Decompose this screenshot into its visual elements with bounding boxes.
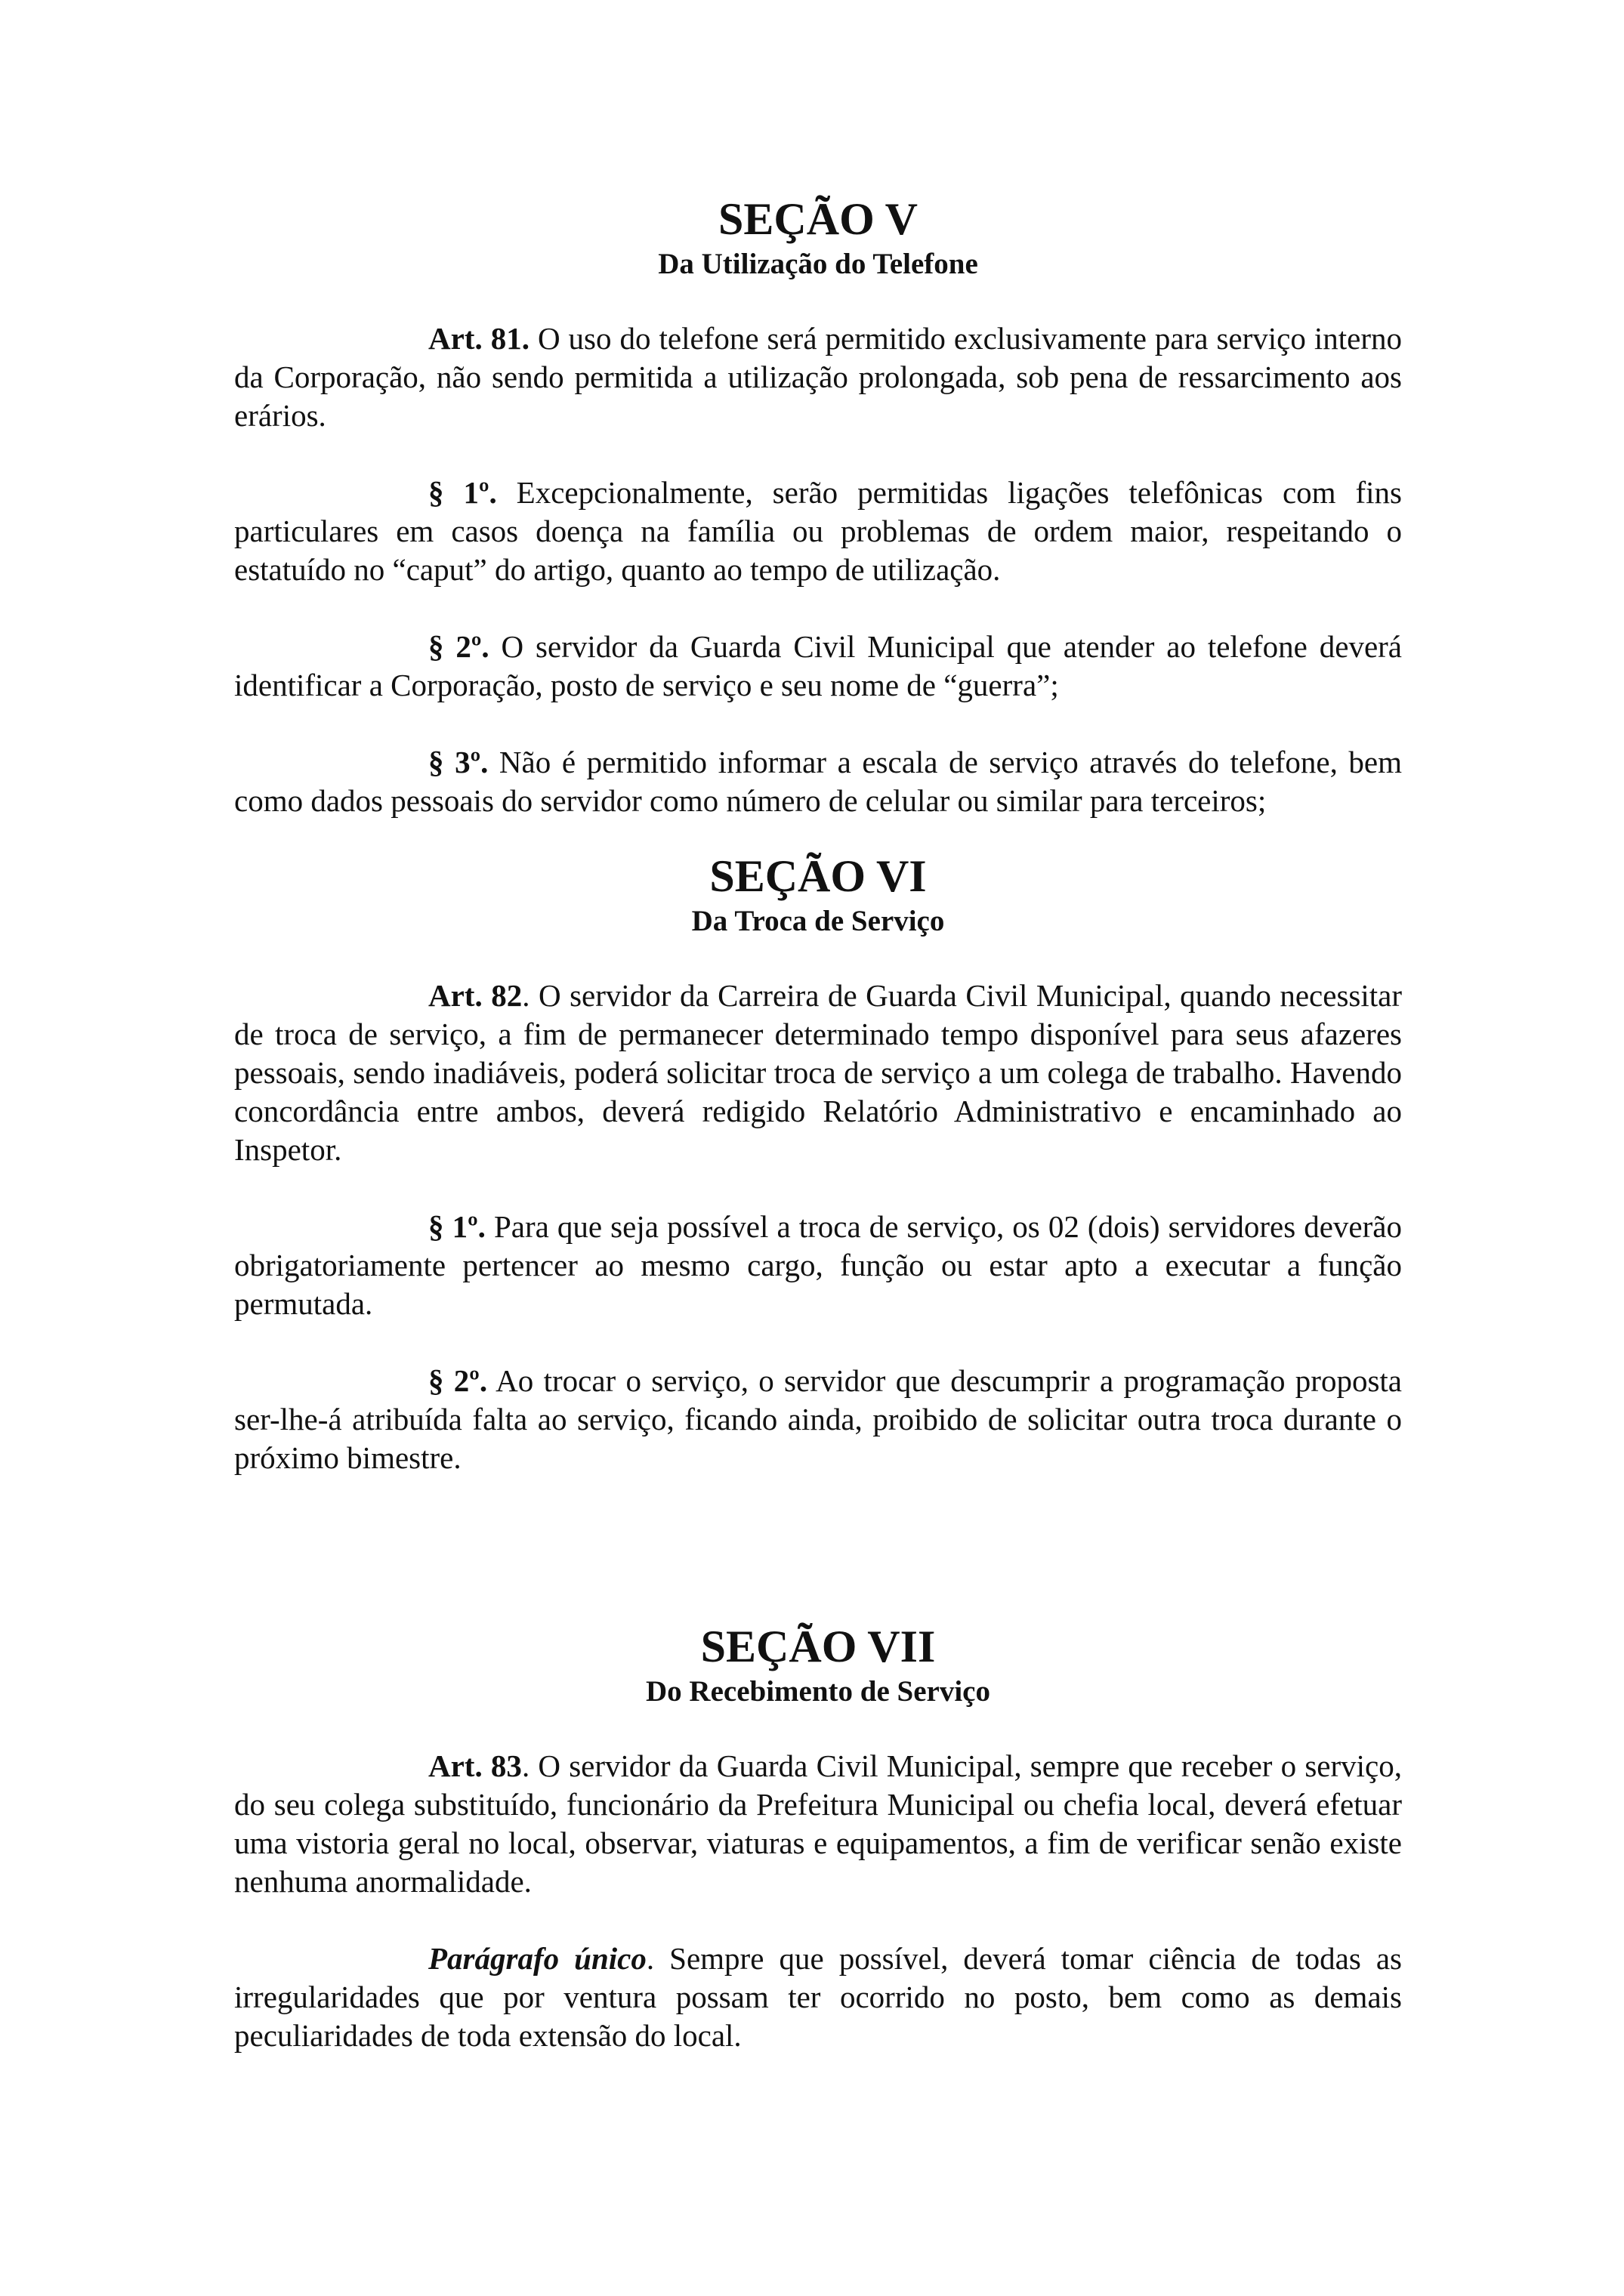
article-83 [234, 1747, 1402, 1901]
article-81 [234, 319, 1402, 435]
paragraph-lead: § 1º. [428, 475, 497, 510]
paragraph-lead: Parágrafo único [428, 1941, 647, 1976]
article-lead: Art. 81. [428, 321, 529, 356]
article-text: O uso do telefone será permitido exclusivamente para serviço interno da Corporação, não sendo permitida a utilização prolongada, sob pena de ressarcimento aos erários. [234, 321, 1402, 433]
paragraph-text: Ao trocar o serviço, o servidor que descumprir a programação proposta ser-lhe-á atribuída falta ao serviço, ficando ainda, proibido de solicitar outra troca durante o próximo bimestre. [234, 1363, 1402, 1475]
section-subtitle: Do Recebimento de Serviço [646, 1675, 990, 1708]
section-subtitle: Da Utilização do Telefone [658, 248, 978, 280]
article-text: . O servidor da Guarda Civil Municipal, sempre que receber o serviço, do seu colega substituído, funcionário da Prefeitura Municipal ou chefia local, deverá efetuar uma vistoria geral no local, observar, viaturas e equipamentos, a fim de verificar senão existe nenhuma anormalidade. [234, 1748, 1402, 1899]
paragraph-lead: § 2º. [428, 629, 489, 664]
article-lead: Art. 83 [428, 1748, 522, 1783]
article-text: . O servidor da Carreira de Guarda Civil Municipal, quando necessitar de troca de serviço, a fim de permanecer determinado tempo disponível para seus afazeres pessoais, sendo inadiáveis, poderá solicitar troca de serviço a um colega de trabalho. Havendo concordância entre ambos, deverá redigido Relatório Administrativo e encaminhado ao Inspetor. [234, 978, 1402, 1167]
article-lead: Art. 82 [428, 978, 523, 1013]
paragraph-text: O servidor da Guarda Civil Municipal que atender ao telefone deverá identificar a Corporação, posto de serviço e seu nome de “guerra”; [234, 629, 1402, 702]
section-vii [234, 1620, 1402, 2094]
paragraph-3 [234, 743, 1402, 820]
paragraph-text: . Sempre que possível, deverá tomar ciência de todas as irregularidades que por ventura possam ter ocorrido no posto, bem como as demais peculiaridades de toda extensão do local. [234, 1941, 1402, 2053]
paragrafo-unico [234, 1940, 1402, 2055]
paragraph-lead: § 3º. [428, 745, 489, 779]
paragraph-text: Para que seja possível a troca de serviço, os 02 (dois) servidores deverão obrigatoriamente pertencer ao mesmo cargo, função ou estar apto a executar a função permutada. [234, 1209, 1402, 1321]
paragraph-lead: § 2º. [428, 1363, 488, 1398]
paragraph-2 [234, 628, 1402, 705]
paragraph-2 [234, 1362, 1402, 1477]
paragraph-1 [234, 1208, 1402, 1323]
paragraph-text: Excepcionalmente, serão permitidas ligações telefônicas com fins particulares em casos doença na família ou problemas de ordem maior, respeitando o estatuído no “caput” do artigo, quanto ao tempo de utilização. [234, 475, 1402, 587]
section-title: SEÇÃO VI [709, 851, 927, 901]
section-vi [234, 850, 1402, 1516]
paragraph-text: Não é permitido informar a escala de serviço através do telefone, bem como dados pessoais do servidor como número de celular ou similar para terceiros; [234, 745, 1402, 818]
section-subtitle: Da Troca de Serviço [691, 905, 945, 937]
section-v [234, 193, 1402, 859]
paragraph-1 [234, 474, 1402, 589]
section-title: SEÇÃO VII [700, 1622, 936, 1671]
paragraph-lead: § 1º. [428, 1209, 486, 1244]
section-title: SEÇÃO V [718, 194, 918, 244]
article-82 [234, 977, 1402, 1169]
